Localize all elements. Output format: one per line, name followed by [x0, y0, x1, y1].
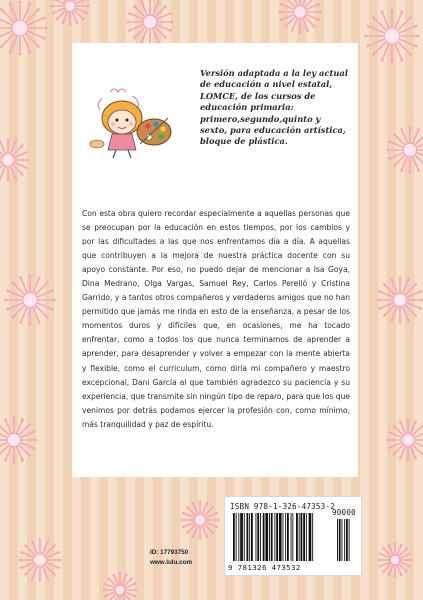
publisher-id: ID: 17793750	[150, 549, 189, 556]
flower-burst	[387, 419, 423, 462]
flower-burst	[51, 0, 90, 25]
barcode-box	[224, 496, 362, 576]
dedication-text: Con esta obra quiero recordar especialmente a aquellas personas que se preocupan por la educación en estos tiempos, por los cambios y por las dificultades a las que nos enfrentamos día a día. A aquellas que contribuyen a la mejora de nuestra práctica docente con su apoyo constante. Por eso, no puedo dejar de mencionar a Isa Goya, Dina Medrano, Olga Vargas, Samuel Rey, Carlos Perelló y Cristina Garrido, y a tantos otros compañeros y verdaderos amigos que no han permitido que jamás me rinda en esto de la enseñanza, a pesar de los momentos duros y difíciles que, en ocasiones, me ha tocado enfrentar, como a todos los que nunca terminamos de aprender a aprender, para desaprender y volver a empezar con la mente abierta y flexible, como el curriculum, como diría mi compañero y maestro excepcional, Dani García al que también agradezco su paciencia y su experiencia, que transmite sin ningún tipo de reparo, para que los que venimos por detrás podamos ejercer la profesión con, como mínimo, más tranquilidad y paz de espíritu.	[82, 209, 350, 429]
summary-text: Versión adaptada a la ley actual de educación a nivel estatal, LOMCE, de los cursos de educación primaria: primero,segundo,quinto y sexto, para educación artística, bloque de plástica.	[200, 68, 348, 147]
price-code: 90000	[332, 508, 356, 517]
flower-burst	[103, 573, 138, 600]
flower-burst	[0, 139, 29, 182]
flower-burst	[127, 0, 174, 45]
girl-painter-illustration	[88, 84, 180, 168]
flower-burst	[0, 1, 47, 56]
ean-digits: 9 781326 473532	[228, 563, 301, 572]
flower-burst	[377, 277, 423, 324]
flower-burst	[5, 275, 56, 326]
flower-burst	[19, 539, 62, 582]
publisher-url: www.lulu.com	[150, 559, 193, 566]
flower-burst	[279, 0, 322, 33]
flower-burst	[387, 127, 423, 174]
barcode	[233, 513, 357, 563]
flower-burst	[181, 501, 220, 540]
flower-burst	[0, 417, 37, 464]
flower-burst	[365, 9, 420, 64]
isbn-label: ISBN 978-1-326-47353-2	[230, 502, 335, 511]
flower-burst	[378, 543, 413, 578]
